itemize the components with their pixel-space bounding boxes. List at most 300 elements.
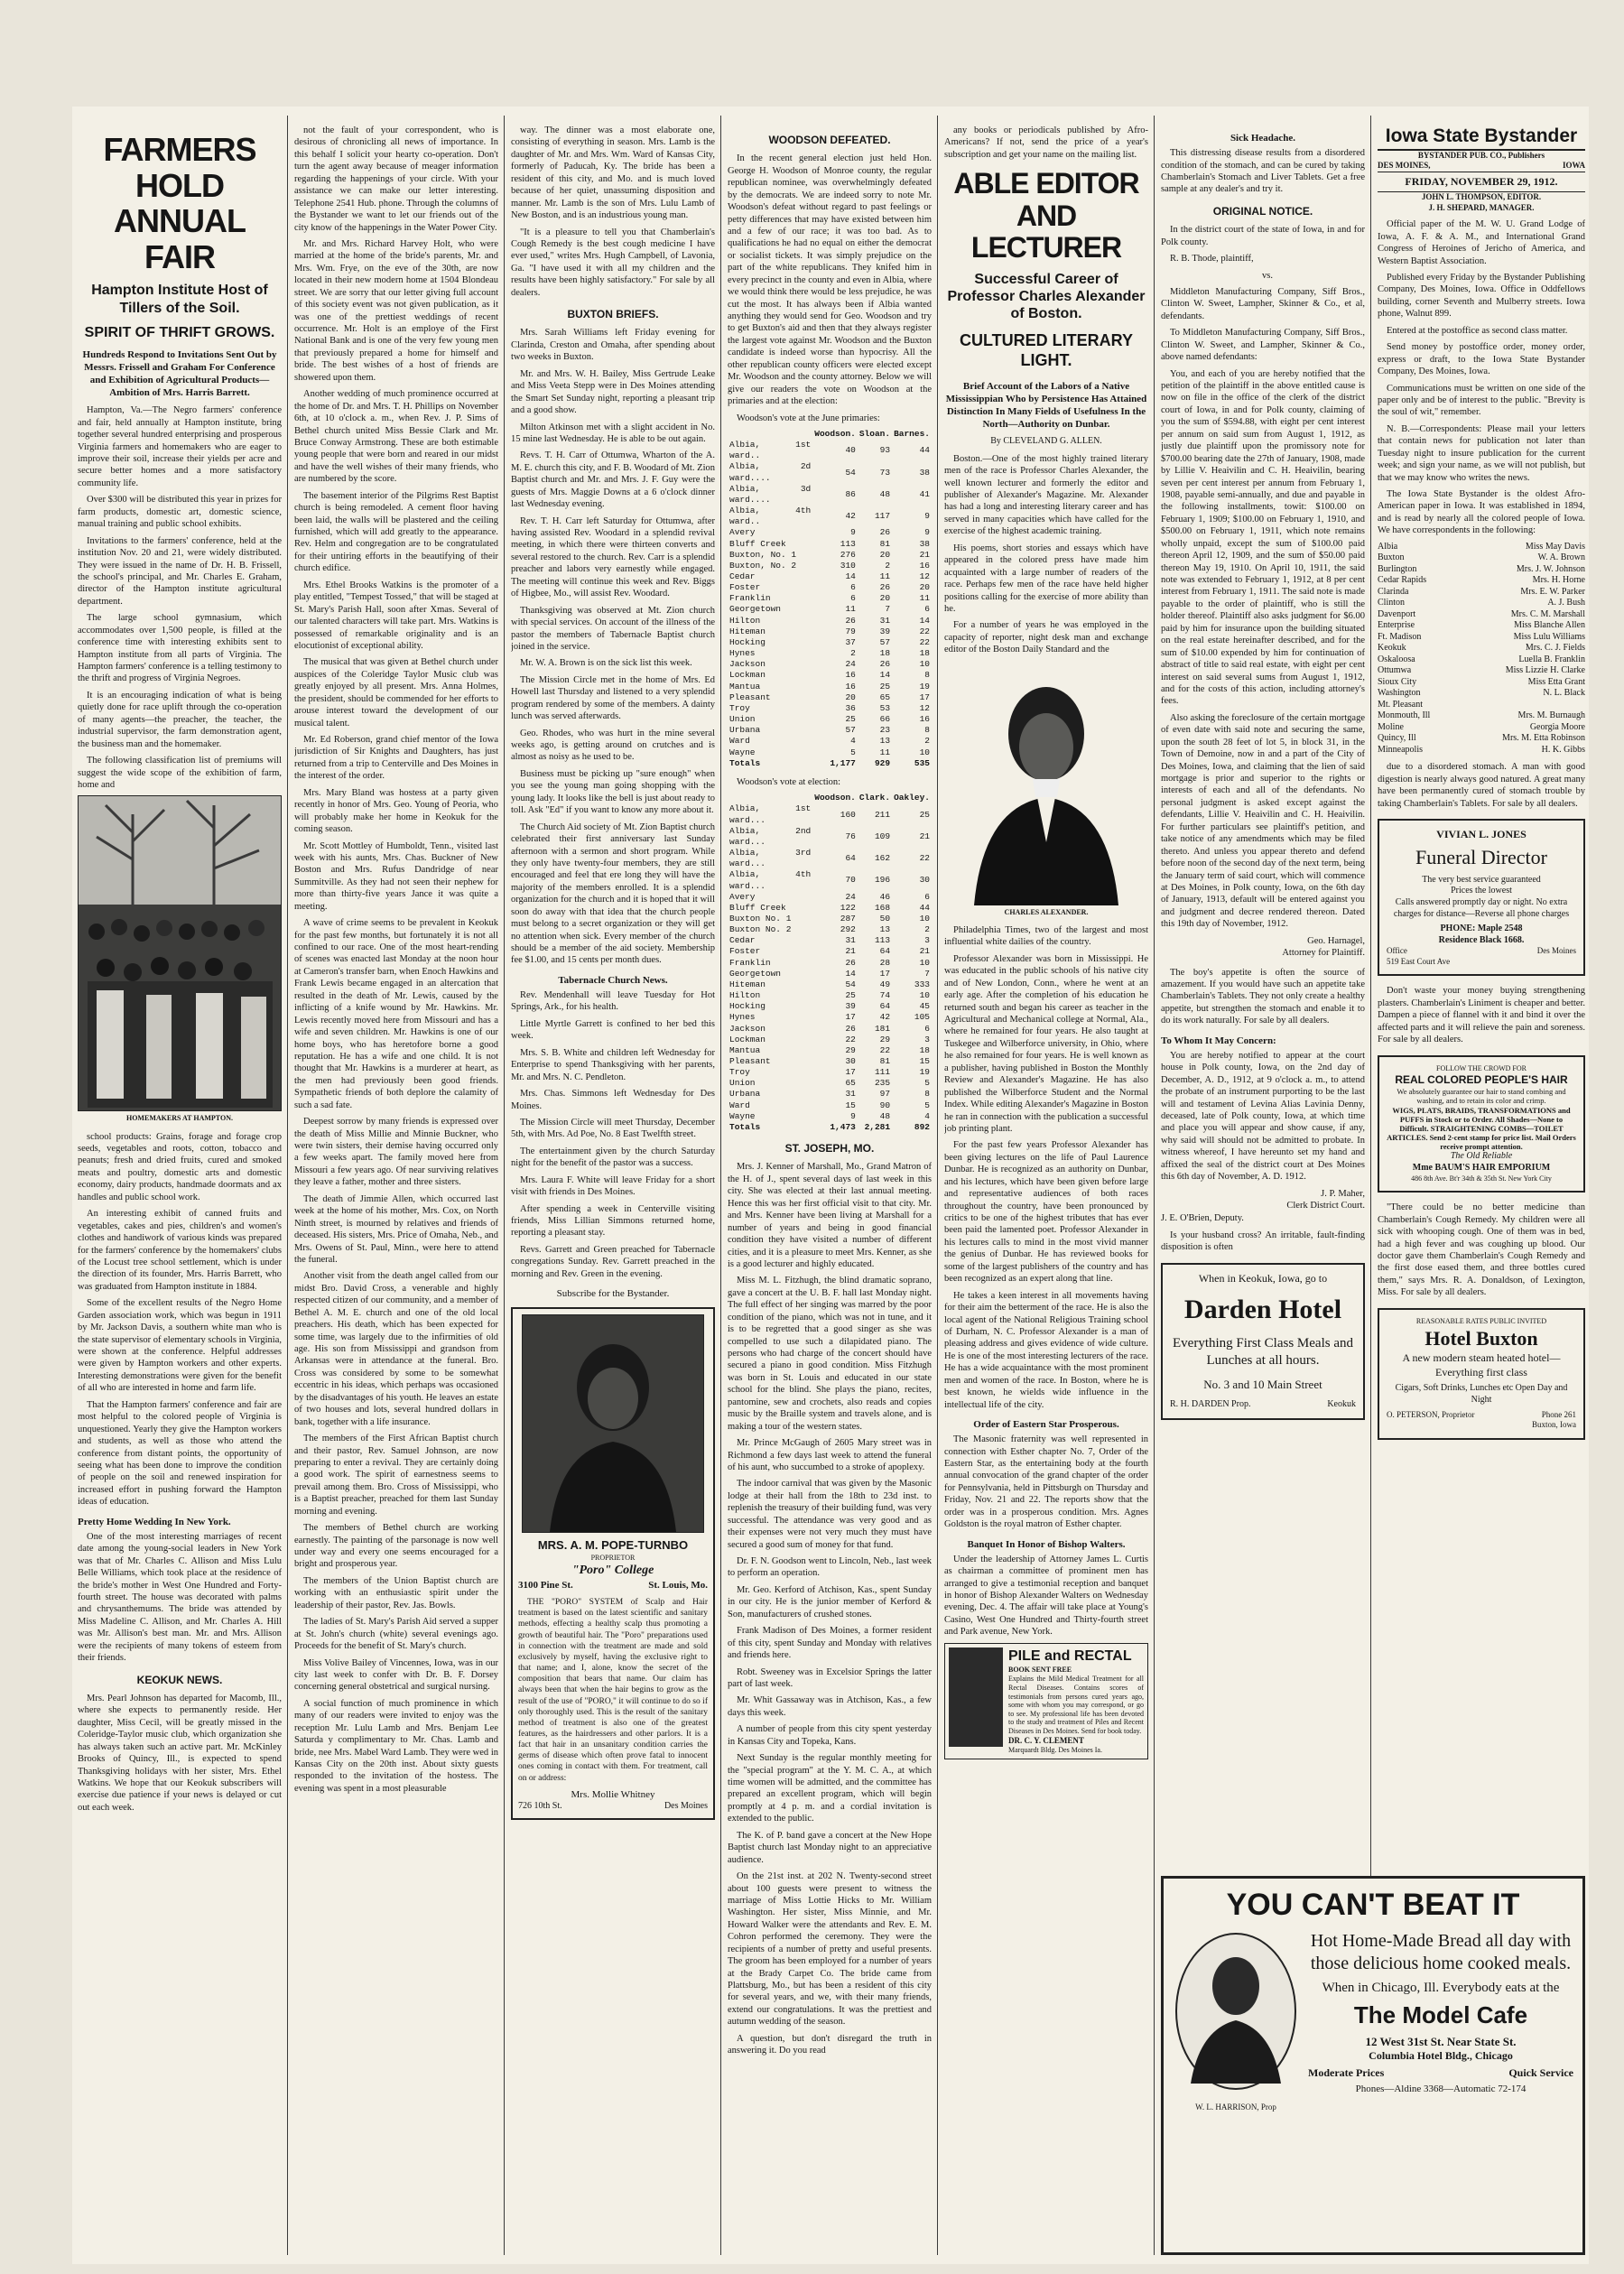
paragraph: Mrs. Chas. Simmons left Wednesday for Des Moines.	[511, 1089, 715, 1111]
hair-shop: The Old Reliable	[1450, 1151, 1513, 1162]
table-cell: Georgetown	[729, 968, 782, 979]
table-cell: 50	[879, 913, 891, 924]
table-row	[728, 758, 932, 769]
hair-top: FOLLOW THE CROWD FOR	[1436, 1063, 1527, 1072]
table-cell: 86	[845, 488, 856, 499]
table-cell: 64	[845, 853, 856, 864]
paragraph: Business must be picking up "sure enough" when you see the young man going shopping with the young lady. It looks like the bell is just about ready to toll. Ask "Ed" if you want to know any more about it.	[511, 768, 715, 816]
table-cell: 73	[879, 467, 891, 478]
paragraph: Woodson's vote at election:	[737, 776, 841, 787]
table-row	[728, 924, 932, 935]
paragraph: One of the most interesting marriages of recent date among the young-social leaders in New York was that of Mr. Charles C. Allison and Miss Lulu Belle Williams, which took place at the residence of the bride's mother in West One Hundred and Forty-fourth street. The house was decorated with palms and chrysanthemums. The bride was attended by Miss Madeline C. Allison, and Mr. Charles A. Hill was Mr. Allison's best man. Mr. and Mrs. Allison were the recipients of many tokens of esteem from their friends.	[78, 1531, 282, 1664]
buxton-footer	[1387, 1410, 1576, 1421]
table-cell: 1,177	[830, 757, 856, 768]
column-2	[294, 125, 498, 2255]
table-cell: 18	[879, 648, 891, 659]
table-cell: 38	[919, 467, 930, 478]
correspondent-town: Cedar Rapids	[1378, 575, 1427, 586]
table-cell: 181	[874, 1023, 891, 1034]
table-cell: Mantua	[729, 681, 761, 691]
correspondent-name: Miss Blanche Allen	[1514, 620, 1585, 631]
paragraph: Another wedding of much prominence occurred at the home of Dr. and Mrs. T. H. Phillips on November 6th, at 10 o'clock a. m., when Rev. J. P. Sims of Bethel church united Miss Bessie Clark and Mr. Bruce Conway Armstrong. These are both estimable young people that were born and reared in our midst and have the well wishes of their many friends, who are numbered by the score.	[294, 389, 498, 485]
paragraph: Little Myrtle Garrett is confined to her bed this week.	[511, 1018, 715, 1042]
table-cell: 36	[845, 702, 856, 713]
correspondent-town: Buxton	[1378, 552, 1405, 563]
paragraph: vs.	[1262, 270, 1273, 281]
table-cell: 90	[879, 1100, 891, 1110]
table-row	[728, 1001, 932, 1012]
paragraph: Philadelphia Times, two of the largest and most influential white dailies of the country.	[944, 924, 1148, 948]
table-cell: Hilton	[729, 615, 761, 626]
pile-ad-text: Explains the Mild Medical Treatment for all Rectal Diseases. Contains scores of testimonials from persons cured years ago, some with whom you may correspond, or go to see. My professional life has been devoted to the study and treatment of Piles and Recent Diseases in Des Moines. Send for book today.	[1008, 1675, 1144, 1736]
table-row	[728, 793, 932, 803]
table-cell: 14	[879, 670, 891, 681]
paragraph: He takes a keen interest in all movements having for their aim the betterment of the race. He is also the local agent of the National Religious Training school of Durham, N. C. Professor Alexander is a man of pleasing address and gives evidence of wide culture. He is one of the most interesting lecturers of the race. He has a wide acquaintance with the most prominent men and women of the race. In Boston, where he is best known, he wields wide influence in the intellectual life of the city.	[944, 1290, 1148, 1410]
list-item	[1378, 609, 1585, 621]
table-cell: 45	[919, 1001, 930, 1012]
paragraph: You, and each of you are hereby notified that the petition of the plaintiff in the above entitled cause is now on file in the office of the clerk of the district court of Iowa, in and for Polk county, claiming of you the sum of $594.88, with eight per cent interest per annum on said sum from August 1, 1912, as justly due plaintiff upon the promissory note for $700.00 bearing date the 27th of January, 1908, made by Lillie V. Heaivilin and C. H. Heaivilin, bearing seven per cent interest per annum from February 1, 1908, payable semi-annually, and due and payable in the following installments, towit: $100.00 on February 1, 1909; $100.00 on February 1, 1910, and $500.00 on February 1, 1911, which note remains wholly unpaid, except the sum of $100.00 paid thereon April 12, 1909, and the sum of $50.00 paid thereon May 19, 1910. On April 10, 1911, the said note was extended to February 1, 1912, at 8 per cent interest from February 1, 1911. The said note is made payable to the order of plaintiff, who is still the holder thereof. Plaintiff also asks judgment for $6.00 paid by him for insurance upon the building situated on the real estate hereinafter described, and for the sum of $10.00 expended by him for continuation of abstract of title to said real estate, with eight per cent interest on said several sums from August 1, 1912, and for the costs of this action, including attorney's fees.	[1161, 368, 1365, 707]
paragraph: It is an encouraging indication of what is being quietly done for race uplift through the co-operation of many agents—the preacher, the teacher, the industrial supervisor, the farm demonstration agent, the business man and the homemaker.	[78, 690, 282, 749]
table-cell: 276	[840, 549, 856, 560]
table-cell: 10	[919, 957, 930, 968]
table-cell: 292	[840, 924, 856, 935]
buxton-prop: O. PETERSON, Proprietor	[1387, 1409, 1475, 1419]
table-row	[728, 1045, 932, 1056]
paragraph: To Middleton Manufacturing Company, Siff Bros., Clinton W. Sweet, and Lampher, Skinner & Co., above named defendants:	[1161, 328, 1365, 363]
table-cell: 2	[924, 924, 930, 935]
subdeck-farmers: Hundreds Respond to Invitations Sent Out by Messrs. Frissell and Graham For Conference and Exhibition of Agricultural Products—Ambition of Mrs. Harris Barrett.	[82, 348, 277, 399]
sick-headache-heading: Sick Headache.	[1230, 133, 1296, 144]
issue-date: FRIDAY, NOVEMBER 29, 1912.	[1378, 172, 1585, 192]
correspondent-town: Davenport	[1378, 608, 1416, 619]
table-row	[728, 506, 932, 527]
table-cell: Totals	[729, 1121, 761, 1132]
table-row	[728, 604, 932, 615]
funeral-director-ad	[1378, 819, 1585, 976]
correspondent-name: Mrs. M. Etta Robinson	[1502, 733, 1585, 744]
buxton-text: A new modern steam heated hotel—Everything first class	[1402, 1351, 1561, 1378]
table-row	[728, 429, 932, 440]
primary-vote-table	[728, 429, 932, 769]
paragraph: Also asking the foreclosure of the certain mortgage of even date with said note and securing the same, upon the south 28 feet of lot 5, in block 31, in the Town of Demoine, now in and a part of the City of Des Moines, Iowa, and claiming that the lien of said mortgage is prior and superior to the rights or interests of each and all of the defendants. No personal judgment is asked except against the defendants, Lillie V. Heaivilin and C. H. Heaivilin. For further particulars see plaintiff's petition, and take notice of any amendments which may be filed thereto. And unless you appear thereto and defend before noon of the second day of the next term, being the January term of said court, which will commence at Des Moines, in Polk county, Iowa, on the 6th day of January, 1913, default will be entered against you and judgment and decree rendered thereon. Dated this 19th day of November, 1912.	[1161, 712, 1365, 930]
table-cell: 81	[879, 1056, 891, 1067]
correspondent-town: Moline	[1378, 721, 1404, 732]
table-cell	[728, 429, 812, 440]
table-cell: Albia, 1st ward..	[729, 440, 812, 461]
table-cell: 26	[879, 582, 891, 593]
correspondent-town: Washington	[1378, 688, 1421, 699]
pile-ad-sub: BOOK SENT FREE	[1008, 1666, 1072, 1675]
pile-ad-body	[1008, 1647, 1144, 1756]
table-cell: 22	[919, 853, 930, 864]
table-cell: 535	[914, 757, 930, 768]
portrait-illustration	[523, 1315, 703, 1532]
correspondent-name: Miss May Davis	[1525, 541, 1585, 552]
ad-agent-row	[518, 1801, 708, 1813]
banquet-heading: Banquet In Honor of Bishop Walters.	[967, 1538, 1126, 1550]
table-cell: 7	[885, 604, 891, 615]
correspondent-name: Mrs. C. M. Marshall	[1510, 608, 1585, 619]
list-item	[1378, 733, 1585, 745]
column-rule	[937, 116, 938, 2255]
table-cell: 111	[874, 1067, 891, 1078]
list-item	[1378, 688, 1585, 700]
table-cell: Cedar	[729, 935, 756, 946]
paragraph: Miss M. L. Fitzhugh, the blind dramatic soprano, gave a concert at the U. B. F. hall last Monday night. The full effect of her singing was marred by the poor condition of the piano, which was not in tune, and it is to be regretted that a good singer as she was compelled to use such a dilapidated piano. The persons who had charge of the concert should have secured a piano in good condition. Miss Fitzhugh was born in St. Louis and educated in our state school for the blind. She plays the piano, recites, pantomine, sew and crochets, also reads and copies music by the Braille system and travels alone, and is making a tour of the western states.	[728, 1276, 932, 1432]
table-cell: Troy	[729, 702, 750, 713]
paragraph: Woodson's vote at the June primaries:	[737, 413, 880, 423]
table-cell: 22	[879, 1044, 891, 1055]
table-row	[728, 747, 932, 758]
paragraph: His poems, short stories and essays which have appeared in the colored press have made him acquainted with a large number of readers of the race. Perhaps few men of the race have held higher positions calling for the exercise of more ability than he.	[944, 543, 1148, 614]
paragraph: Mrs. S. B. White and children left Wednesday for Enterprise to spend Thanksgiving with her parents, Mr. and Mrs. N. C. Pendleton.	[511, 1047, 715, 1082]
table-cell: 54	[845, 467, 856, 478]
table-cell: 162	[874, 853, 891, 864]
column-4	[728, 125, 932, 2255]
ad-text: THE "PORO" SYSTEM of Scalp and Hair treatment is based on the latest scientific and sanitary methods, effecting a healthy scalp thus promoting a growth of beautiful hair. The "Poro" preparations used in connection with the treatment are made and sold exclusively by myself, having the exclusive right to that name; and I, alone, know the secret of the composition that bears that name. Our claim has always been that when the hair begins to grow as the result of the use of "PORO," it will continue to do so if only thoroughly used. This is the result of the sanitary method of treatment is also one of the greatest features, as the hairdressers and other parlors. It is a fact that hair in an unsanitary condition carries the germs of disease which often prove fatal to innocent ones coming in contact with them. For treatment, call on or address:	[518, 1598, 708, 1783]
table-cell: 20	[919, 582, 930, 593]
original-notice-heading: ORIGINAL NOTICE.	[1212, 204, 1313, 218]
table-row	[728, 1056, 932, 1067]
table-cell: 30	[845, 1056, 856, 1067]
table-cell: 17	[879, 968, 891, 979]
table-cell: Albia, 2nd ward...	[729, 825, 812, 847]
table-cell: 39	[879, 626, 891, 636]
correspondent-name: N. L. Black	[1543, 688, 1585, 699]
table-cell: Barnes.	[894, 428, 930, 439]
table-cell: 22	[919, 636, 930, 647]
table-row	[728, 637, 932, 648]
hotel-buxton-ad	[1378, 1308, 1585, 1440]
paragraph: The K. of P. band gave a concert at the New Hope Baptist church last Monday night to an appreciative audience.	[728, 1830, 932, 1865]
table-cell: 64	[879, 1001, 891, 1012]
table-cell: 4	[924, 1110, 930, 1121]
table-cell: 21	[919, 946, 930, 957]
column-rule	[504, 116, 505, 2255]
paragraph: Mrs. Mary Bland was hostess at a party given recently in honor of Mrs. Geo. Young of Peoria, who will probably make her home in Keokuk for the coming season.	[294, 787, 498, 835]
correspondent-town: Ottumwa	[1378, 665, 1412, 676]
table-cell: Jackson	[729, 1023, 766, 1034]
paragraph: The indoor carnival that was given by the Masonic lodge at their hall from the 18th to 23d inst. to replenish the treasury of their building fund, was very successful. The attendance was very good and as their expenses were not very much they must have secured a good sum of money for that fund.	[728, 1479, 932, 1550]
table-cell: 6	[924, 1023, 930, 1034]
paragraph: Mr. and Mrs. Richard Harvey Holt, who were married at the home of the bride's parents, Mr. and Mrs. Wm. Frye, on the eve of the 30th, are now located in their new modern home at 1504 Blondeau street. We are sorry that our letter giving full account of this society event was not given publication, as it was one of the prettiest weddings of recent occurrence. Mr. Holt is an employe of the First National Bank and is one of the very few young men that previously prepared a home for himself and bride. The best wishes of a host of friends are showered upon them.	[294, 238, 498, 383]
table-cell: 122	[840, 902, 856, 913]
table-row	[728, 714, 932, 725]
table-cell: 31	[879, 615, 891, 626]
headline-editor: ABLE EDITOR AND LECTURER	[953, 167, 1139, 264]
table-row	[728, 1035, 932, 1045]
table-cell: 29	[845, 1044, 856, 1055]
paragraph: Under the leadership of Attorney James L. Curtis as chairman a committee of prominent men has arranged to give a testimonial reception and banquet in honor of Bishop Alexander Walters on Wednesday evening, Dec. 4. The affair will take place at Young's Casino, West One Hundred and Thirty-fourth street and Park avenue, New York.	[944, 1554, 1148, 1638]
table-cell: Hiteman	[729, 626, 766, 636]
column-3	[511, 125, 715, 2255]
cafe-owner-block	[1173, 1930, 1299, 2112]
paragraph: Professor Alexander was born in Mississippi. He was educated in the public schools of his native city and of New London, Conn., where he went at an early age. After the completion of his education he returned south and began his career as teacher in the Agricultural and Mechanical college at Normal, Ala., where he remained for four years. He also taught at Tuskegee and Wilberforce university, in Ohio, where he also remained for four years. He is well known as a publisher, having published in Boston the Monthly Review and Alexander's Magazine. He has also published the Wilberforce Student and the Normal Index. While editing Alexander's Magazine in Boston he ran in connection with the publication a successful job printing plant.	[944, 953, 1148, 1134]
table-cell: 16	[845, 681, 856, 691]
buxton-text-2: Cigars, Soft Drinks, Lunches etc Open Day and Night	[1395, 1382, 1568, 1405]
table-cell: 24	[845, 659, 856, 670]
table-row	[728, 659, 932, 670]
table-cell: 105	[914, 1012, 930, 1023]
paragraph: Is your husband cross? An irritable, fault-finding disposition is often	[1161, 1230, 1365, 1253]
paragraph: Mr. Scott Mottley of Humboldt, Tenn., visited last week with his aunts, Mrs. Chas. Buckner of New Boston and Mrs. Rufus Dandridge of near Summitville. As they had not seen their nephew for more than thirty-five years Jance it was quite a meeting.	[294, 840, 498, 912]
table-cell: 2,281	[864, 1121, 891, 1132]
table-cell: 2	[885, 560, 891, 571]
table-cell: 6	[850, 582, 856, 593]
table-cell: Lockman	[729, 1034, 766, 1044]
table-cell: 13	[879, 924, 891, 935]
table-cell: 17	[845, 1012, 856, 1023]
table-cell: Albia, 4th ward..	[729, 506, 812, 527]
table-cell: 70	[845, 875, 856, 886]
table-cell: 11	[845, 604, 856, 615]
table-row	[728, 1024, 932, 1035]
table-cell: 53	[879, 702, 891, 713]
column-1	[78, 125, 282, 2255]
correspondent-town: Clarinda	[1378, 586, 1409, 597]
table-cell: 42	[845, 511, 856, 522]
table-cell: 17	[845, 1067, 856, 1078]
table-cell: 25	[919, 809, 930, 820]
table-cell: 1,473	[830, 1121, 856, 1132]
table-row	[728, 725, 932, 736]
table-row	[728, 692, 932, 703]
correspondent-name: Mrs. J. W. Johnson	[1516, 563, 1585, 574]
table-cell: 21	[919, 831, 930, 841]
table-cell: 8	[924, 670, 930, 681]
table-cell: 42	[879, 1012, 891, 1023]
table-cell: Mantua	[729, 1044, 761, 1055]
ad-agent-city: Des Moines	[664, 1800, 708, 1811]
paragraph: In the district court of the state of Iowa, in and for Polk county.	[1161, 225, 1365, 247]
paragraph: Don't waste your money buying strengthening plasters. Chamberlain's Liniment is cheaper and better. Dampen a piece of flannel with it and bind it over the affected parts and it will relieve the pain and soreness. For sale by all dealers.	[1378, 986, 1585, 1045]
correspondent-name: Miss Lulu Williams	[1513, 631, 1585, 642]
table-row	[728, 1100, 932, 1111]
paragraph: The following classification list of premiums will suggest the wide scope of the exhibition of farm, home and	[78, 756, 282, 790]
table-cell: 11	[879, 571, 891, 582]
table-cell: Buxton No. 1	[729, 913, 792, 924]
deck-literary: CULTURED LITERARY LIGHT.	[960, 331, 1133, 370]
paragraph: Mrs. Sarah Williams left Friday evening for Clarinda, Creston and Omaha, after spending about two weeks in Buxton.	[511, 328, 715, 363]
darden-name: Darden Hotel	[1183, 1295, 1342, 1325]
table-row	[728, 892, 932, 903]
paragraph: The Church Aid society of Mt. Zion Baptist church celebrated their first anniversary last Sunday afternoon with a sermon and short program. While they only have twenty-four members, they are still encouraged and feel that ere long they will have the majority of the members enrolled. It is a splendid organization for the church and it is hoped that it will soon do away with that idea that the church people must belong to a secret organization or they will get no attention when sick. Every member of the church should be a member of the aid society. Membership fee $1.00, and 15 cents per month dues.	[511, 821, 715, 966]
cafe-quick: Quick Service	[1508, 2066, 1573, 2079]
paragraph: Mrs. Pearl Johnson has departed for Macomb, Ill., where she expects to permanently reside. Her daughter, Miss Cecil, will be greatly missed in the Coleridge-Taylor music club, which organization she has always taken such an active part. Mr. McKinley Brooks of Quincy, Ill., is expected to spend Thanksgiving holidays with her sister, Mrs. Ethel Watkins. We hope that our Keokuk subscribers will exercise due patience if your news is delayed or cut out each week.	[78, 1693, 282, 1813]
table-row	[728, 571, 932, 582]
hair-name: Mme BAUM'S HAIR EMPORIUM	[1412, 1163, 1551, 1174]
jones-city: Des Moines	[1536, 946, 1576, 956]
paragraph: due to a disordered stomach. A man with good digestion is nearly always good natured. A great many have been permanently cured of stomach trouble by taking Chamberlain's Tablets. For sale by all dealers.	[1378, 762, 1585, 809]
table-cell: Albia, 3d ward....	[729, 483, 812, 505]
paragraph: Invitations to the farmers' conference, held at the institution Nov. 20 and 21, were widely distributed. They were issued in the name of Dr. H. B. Frissell, the school's principal, and Mr. Charles E. Graham, director of the Hampton institute agricultural department.	[78, 535, 282, 607]
table-row	[728, 935, 932, 946]
concern-signature-title: Clerk District Court.	[1286, 1201, 1365, 1211]
table-cell: 26	[845, 957, 856, 968]
table-cell: 46	[879, 891, 891, 902]
concern-signature: J. P. Maher,	[1321, 1188, 1365, 1199]
table-cell: 19	[919, 1067, 930, 1078]
table-row	[728, 1122, 932, 1133]
table-row	[728, 440, 932, 461]
st-joseph-heading: ST. JOSEPH, MO.	[784, 1142, 875, 1156]
table-cell: 10	[919, 913, 930, 924]
table-row	[728, 914, 932, 924]
pope-turnbo-portrait	[522, 1314, 704, 1533]
paragraph: The basement interior of the Pilgrims Rest Baptist church is being remodeled. A cement floor having been laid, the walls will be plastered and the ceiling furnished, which will add greatly to the appearance. Rev. Helm and congregation are to be congratulated for their untiring efforts in the beautifying of their church edifice.	[294, 490, 498, 574]
table-cell: Clark.	[858, 793, 891, 803]
table-cell: Troy	[729, 1067, 750, 1078]
table-cell: Buxton, No. 1	[729, 549, 797, 560]
newspaper-page	[72, 107, 1589, 2264]
cafe-body	[1173, 1930, 1573, 2112]
paragraph: For the past few years Professor Alexander has been giving lectures on the life of Paul Laurence Dunbar. He is recognized as an authority on Dunbar, and his lectures, which have been given before large and representative audiences of both races throughout the country, have been pronounced by critics to be one of the highest tributes that has ever been paid the lamented poet. Professor Alexander in his lectures calls to mind in the most vivid manner the genius of Dunbar. He has reviewed books for some of the largest publishers of the country and has been recognized as an expert along that line.	[944, 1140, 1148, 1285]
table-cell: 40	[845, 445, 856, 456]
correspondent-town: Keokuk	[1378, 643, 1406, 654]
ad-address-row	[518, 1579, 708, 1592]
election-vote-table	[728, 793, 932, 1133]
ad-address: 3100 Pine St.	[518, 1580, 573, 1592]
table-cell: 54	[845, 979, 856, 989]
table-cell: 21	[919, 549, 930, 560]
eastern-star-heading: Order of Eastern Star Prosperous.	[973, 1419, 1119, 1431]
table-cell: Foster	[729, 946, 761, 957]
table-cell: 11	[919, 593, 930, 604]
byline: By CLEVELAND G. ALLEN.	[990, 435, 1102, 446]
darden-city: Keokuk	[1327, 1399, 1356, 1410]
paragraph: The members of the First African Baptist church and their pastor, Rev. Samuel Johnson, are now preparing to enter a revival. They are certainly doing a good work. The spirit of earnestness seems to prevail among them. Bro. Cross of Mississippi, who is a Baptist preacher, preached for them last Sunday morning and evening.	[294, 1434, 498, 1517]
table-cell: 21	[845, 946, 856, 957]
ad-college: "Poro" College	[571, 1564, 654, 1578]
table-cell: Oakley.	[894, 793, 930, 803]
paragraph: Revs. T. H. Carr of Ottumwa, Wharton of the A. M. E. church this city, and F. B. Woodard of Mt. Zion Baptist church and Mr. and Mrs. J. F. Guy were the guests of Mrs. Maggie Downs at a 6 o'clock dinner last Wednesday evening.	[511, 450, 715, 510]
paragraph: That the Hampton farmers' conference and fair are most helpful to the colored people of Virginia is unquestioned. Yearly they give the Hampton workers and students, as well as those who attend the conference from distant points, the opportunity of seeing what has been done to improve the condition of people on the soil and renewed inspiration for increased effort in pushing forward the Hampton ideas of education.	[78, 1399, 282, 1508]
pile-ad	[944, 1643, 1148, 1760]
table-cell: 44	[919, 445, 930, 456]
table-row	[728, 484, 932, 506]
paragraph: Mrs. Laura F. White will leave Friday for a short visit with friends in Des Moines.	[511, 1174, 715, 1198]
table-cell: Lockman	[729, 670, 766, 681]
correspondent-name: W. A. Brown	[1537, 552, 1585, 563]
table-cell: 31	[845, 935, 856, 946]
table-cell: Pleasant	[729, 1056, 771, 1067]
alexander-portrait	[956, 662, 1137, 905]
table-row	[728, 990, 932, 1001]
table-cell: 10	[919, 990, 930, 1001]
table-cell: 14	[845, 571, 856, 582]
table-cell: 39	[845, 1001, 856, 1012]
table-cell: Hynes	[729, 1012, 756, 1023]
correspondent-name: Georgia Moore	[1529, 721, 1585, 732]
darden-address: No. 3 and 10 Main Street	[1203, 1377, 1322, 1391]
table-cell: 9	[850, 1110, 856, 1121]
correspondent-town: Ft. Madison	[1378, 631, 1422, 642]
paragraph: Hampton, Va.—The Negro farmers' conference and fair, held annually at Hampton institute, bring together several hundred enterprising and prosperous Virginia farmers and homemakers who are eager to improve their soil, increase their yields per acre and secure better homes and a more satisfactory community life.	[78, 405, 282, 488]
cafe-service	[1308, 2066, 1573, 2080]
paragraph: Mrs. Ethel Brooks Watkins is the promoter of a play entitled, "Tempest Tossed," that will be staged at St. Mary's Parish Hall, soon after Xmas. Several of our talented characters will take part. Mrs. Watkins is possessed of remarkable originality and is an elocutionist of exceptional ability.	[294, 580, 498, 651]
concern-deputy: J. E. O'Brien, Deputy.	[1161, 1212, 1244, 1223]
woodson-heading: WOODSON DEFEATED.	[768, 134, 891, 146]
table-cell: 26	[845, 1023, 856, 1034]
hair-address: 486 8th Ave. Bt'r 34th & 35th St. New York City	[1411, 1174, 1552, 1183]
table-cell: 15	[845, 1100, 856, 1110]
masthead: Iowa State Bystander	[1378, 125, 1585, 151]
list-item	[1378, 643, 1585, 654]
list-item	[1378, 575, 1585, 587]
paragraph: This distressing disease results from a disordered condition of the stomach, and can be cured by taking Chamberlain's Stomach and Liver Tablets. Get a free sample at any dealer's and try it.	[1161, 148, 1365, 195]
paragraph: Mr. Prince McGaugh of 2605 Mary street was in Richmond a few days last week to attend the funeral of his aunt, who succumbed to a stroke of apoplexy.	[728, 1438, 932, 1472]
table-cell: 333	[914, 979, 930, 989]
table-cell: 49	[879, 979, 891, 989]
jones-text-3: Calls answered promptly day or night. No extra charges for distance—Reverse all phone charges	[1393, 897, 1570, 919]
table-row	[728, 527, 932, 538]
buxton-briefs-heading: BUXTON BRIEFS.	[567, 308, 659, 321]
paragraph: Mr. Ed Roberson, grand chief mentor of the Iowa jurisdiction of Sir Knights and Daughters, has just returned from a trip to Centerville and Des Moines in the interest of the order.	[294, 735, 498, 782]
table-cell: 37	[845, 636, 856, 647]
cafe-line-1: Hot Home-Made Bread all day with those delicious home cooked meals.	[1310, 1931, 1572, 1973]
paragraph: After spending a week in Centerville visiting friends, Miss Lillian Simmons returned home, reporting a pleasant stay.	[511, 1203, 715, 1239]
correspondent-town: Burlington	[1378, 563, 1417, 574]
paragraph: Middleton Manufacturing Company, Siff Bros., Clinton W. Sweet, Lampher, Skinner & Co., et al, defendants.	[1161, 286, 1365, 321]
paragraph: Published every Friday by the Bystander Publishing Company, Des Moines, Iowa. Office in Oddfellows building, corner Seventh and Mulberry streets. Iowa phone, Walnut 899.	[1378, 273, 1585, 320]
table-cell: 109	[874, 831, 891, 841]
hair-title: REAL COLORED PEOPLE'S HAIR	[1395, 1072, 1568, 1086]
table-row	[728, 1012, 932, 1023]
table-cell: 20	[879, 549, 891, 560]
column-rule	[1154, 116, 1155, 2255]
paragraph: "It is a pleasure to tell you that Chamberlain's Cough Remedy is the best cough medicine I have ever used," writes Mrs. Hugh Campbell, of Lavonia, Ga. "I have used it with all my children and the results have been highly satisfactory." For sale by all dealers.	[511, 227, 715, 298]
table-cell: 11	[879, 747, 891, 757]
table-cell: 4	[850, 736, 856, 747]
table-cell: Wayne	[729, 747, 756, 757]
correspondent-name: A. J. Bush	[1547, 598, 1585, 608]
deck-alexander: Successful Career of Professor Charles Alexander of Boston.	[947, 271, 1146, 322]
paragraph: not the fault of your correspondent, who is desirous of chronicling all news of importance. In this behalf I solicit your hearty co-operation. Don't turn the agent away because of meager information regarding the happenings of your circle. With your assistance we can make our letter interesting. Telephone 2541 Hub. phone. Through the columns of the Bystander we want to let our friends out of the city know of the happenings in the Water Power City.	[294, 125, 498, 233]
table-cell: Woodson.	[814, 428, 856, 439]
keokuk-heading: KEOKUK NEWS.	[136, 1673, 223, 1686]
wedding-heading: Pretty Home Wedding In New York.	[78, 1516, 231, 1527]
poro-ad	[511, 1307, 715, 1819]
table-cell: 5	[924, 1078, 930, 1089]
table-cell: 16	[919, 560, 930, 571]
correspondent-name: Luella B. Franklin	[1518, 654, 1585, 664]
paragraph: Mr. Whit Gassaway was in Atchison, Kas., a few days this week.	[728, 1695, 932, 1718]
paragraph: On the 21st inst. at 202 N. Twenty-second street about 100 guests were present to witness the marriage of Miss Lottie Hicks to Mr. William Washington. Her sister, Miss Minnie, and Mr. Howard Walker were the attendants and Rev. E. M. Cohron performed the ceremony. They were the recipients of a number of pretty and useful presents. The groom has been employed for a number of years at the Brady Carpet Co. The bride came from Plattsburg, Mo., but has been a resident of this city for several years, and we, with their many friends, extend our congratulations. It was the prettiest and autumn wedding of the season.	[728, 1871, 932, 2028]
table-row	[728, 869, 932, 891]
correspondent-name: Mrs. M. Burnaugh	[1517, 710, 1585, 721]
correspondent-name: H. K. Gibbs	[1541, 744, 1585, 755]
correspondent-town: Minneapolis	[1378, 744, 1423, 755]
correspondent-name: Miss Etta Grant	[1527, 676, 1585, 687]
table-cell: 17	[919, 691, 930, 702]
paragraph: The Masonic fraternity was well represented in connection with Esther chapter No. 7, Order of the Eastern Star, as the entertaining body at the fourth annual convocation of the grand chapter of the order for Pennsylvania, held in Pittsburgh on Thursday and Friday, Nov. 21 and 22. The reports show that the order was in a prosperous condition. Mrs. Agnes Goldston is the royal matron of Esther chapter.	[944, 1434, 1148, 1530]
table-cell: 13	[879, 736, 891, 747]
paragraph: The Mission Circle will meet Thursday, December 5th, with Mrs. Ad Poe, No. 8 East Twelfth street.	[511, 1117, 715, 1140]
table-cell: 892	[914, 1121, 930, 1132]
jones-text-1: The very best service guaranteed	[1422, 874, 1541, 885]
table-row	[728, 582, 932, 593]
table-cell: 14	[845, 968, 856, 979]
table-cell	[728, 793, 812, 803]
table-cell: Sloan.	[858, 428, 891, 439]
cafe-building: Columbia Hotel Bldg., Chicago	[1369, 2049, 1513, 2062]
paragraph: Boston.—One of the most highly trained literary men of the race is Professor Charles Alexander, the well known lecturer and formerly the editor and publisher of Alexander's Magazine. Mr. Alexander has had a long and interesting literary career and has served in many capacities which have called for the exercise of the highest academic training.	[944, 453, 1148, 537]
table-cell: Union	[729, 714, 756, 725]
table-cell: 74	[879, 990, 891, 1001]
headline-farmers: FARMERS HOLD ANNUAL FAIR	[103, 131, 256, 275]
list-item	[1378, 564, 1585, 576]
table-row	[728, 648, 932, 659]
